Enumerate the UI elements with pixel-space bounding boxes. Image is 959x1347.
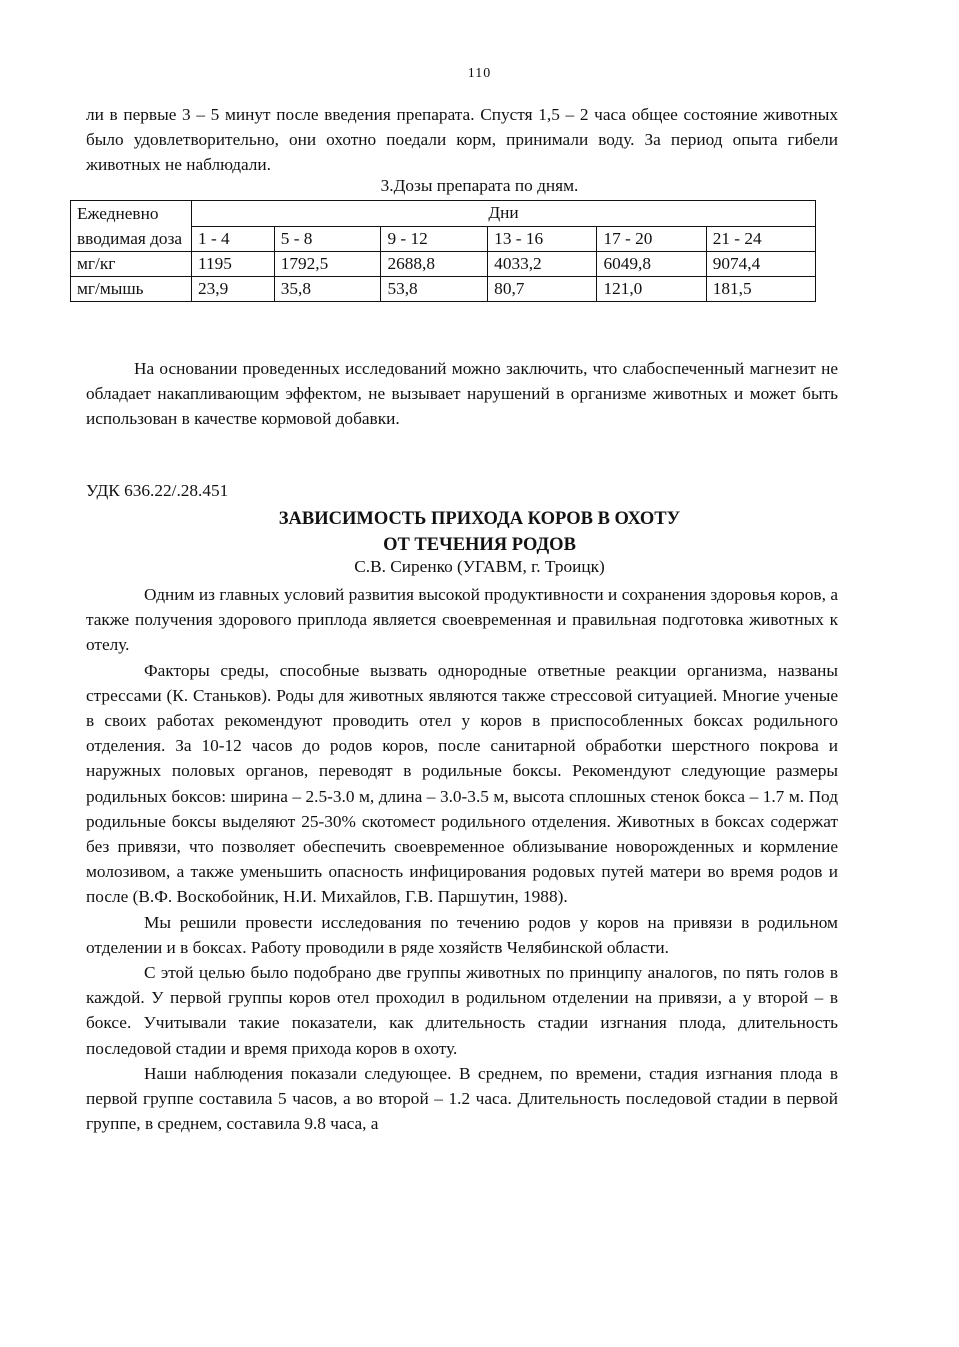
top-paragraph: ли в первые 3 – 5 минут после введения препарата. Спустя 1,5 – 2 часа общее состояние животных было удовлетворительно, они охотно поедали корм, принимали воду. За период опыта гибели животных не наблюдали.: [86, 105, 838, 175]
table-header-row: [71, 201, 816, 227]
doses-table: [70, 200, 816, 302]
column-header: 17 - 20: [597, 226, 706, 252]
column-header: 5 - 8: [274, 226, 381, 252]
table-cell: 9074,4: [706, 252, 815, 277]
column-header: 13 - 16: [488, 226, 597, 252]
author-line: С.В. Сиренко (УГАВМ, г. Троицк): [354, 557, 605, 576]
table-cell: 23,9: [192, 277, 275, 302]
table-cell: 35,8: [274, 277, 381, 302]
table-cell: 1792,5: [274, 252, 381, 277]
row-header-cell: Ежедневно вводимая доза: [71, 201, 192, 252]
table-row: [71, 277, 816, 302]
body-paragraph: Одним из главных условий развития высокой продуктивности и сохранения здоровья коров, а также получения здорового приплода является своевременная и правильная подготовка животных к отелу.: [86, 585, 838, 655]
row-label: мг/мышь: [71, 277, 192, 302]
table-cell: 53,8: [381, 277, 488, 302]
page-number: 110: [467, 66, 492, 81]
conclusion-paragraph: На основании проведенных исследований можно заключить, что слабоспеченный магнезит не обладает накапливающим эффектом, не вызывает нарушений в организме животных и может быть использован в качестве кормовой добавки.: [86, 359, 838, 429]
table-cell: 6049,8: [597, 252, 706, 277]
body-paragraph: Мы решили провести исследования по течению родов у коров на привязи в родильном отделении и в боксах. Работу проводили в ряде хозяйств Челябинской области.: [86, 912, 838, 957]
table-row: [71, 252, 816, 277]
article-body: [86, 582, 838, 1136]
title-line: ОТ ТЕЧЕНИЯ РОДОВ: [383, 535, 576, 555]
column-header: 1 - 4: [192, 226, 275, 252]
table-cell: 121,0: [597, 277, 706, 302]
body-paragraph: Факторы среды, способные вызвать однородные ответные реакции организма, названы стрессами (К. Станьков). Роды для животных являются также стрессовой ситуацией. Многие ученые в своих работах рекомендуют проводить отел у коров в приспособленных боксах родильного отделения. За 10-12 часов до родов коров, после санитарной обработки шерстного покрова и наружных половых органов, переводят в родильные боксы. Рекомендуют следующие размеры родильных боксов: ширина – 2.5-3.0 м, длина – 3.0-3.5 м, высота сплошных стенок бокса – 1.7 м. Под родильные боксы выделяют 25-30% скотомест родильного отделения. Животных в боксах содержат без привязи, что позволяет обеспечить своевременное облизывание новорожденных и кормление молозивом, а также уменьшить опасность инфицирования родовых путей матери во время родов и после (В.Ф. Воскобойник, Н.И. Михайлов, Г.В. Паршутин, 1988).: [86, 660, 838, 907]
days-header-cell: Дни: [192, 201, 816, 227]
body-paragraph: С этой целью было подобрано две группы животных по принципу аналогов, по пять голов в каждой. У первой группы коров отел проходил в родильном отделении на привязи, а у второй – в боксе. Учитывали такие показатели, как длительность стадии изгнания плода, длительность последовой стадии и время прихода коров в охоту.: [86, 963, 838, 1058]
table-cell: 4033,2: [488, 252, 597, 277]
article-title: [0, 506, 959, 558]
table-cell: 181,5: [706, 277, 815, 302]
column-header: 21 - 24: [706, 226, 815, 252]
column-header: 9 - 12: [381, 226, 488, 252]
row-label: мг/кг: [71, 252, 192, 277]
table-cell: 2688,8: [381, 252, 488, 277]
title-line: ЗАВИСИМОСТЬ ПРИХОДА КОРОВ В ОХОТУ: [278, 509, 681, 529]
table-cell: 80,7: [488, 277, 597, 302]
table-caption: 3.Дозы препарата по дням.: [380, 176, 579, 195]
table-cell: 1195: [192, 252, 275, 277]
body-paragraph: Наши наблюдения показали следующее. В среднем, по времени, стадия изгнания плода в первой группе составила 5 часов, а во второй – 1.2 часа. Длительность последовой стадии в первой группе, в среднем, составила 9.8 часа, а: [86, 1063, 838, 1134]
udk-code: УДК 636.22/.28.451: [86, 481, 229, 500]
